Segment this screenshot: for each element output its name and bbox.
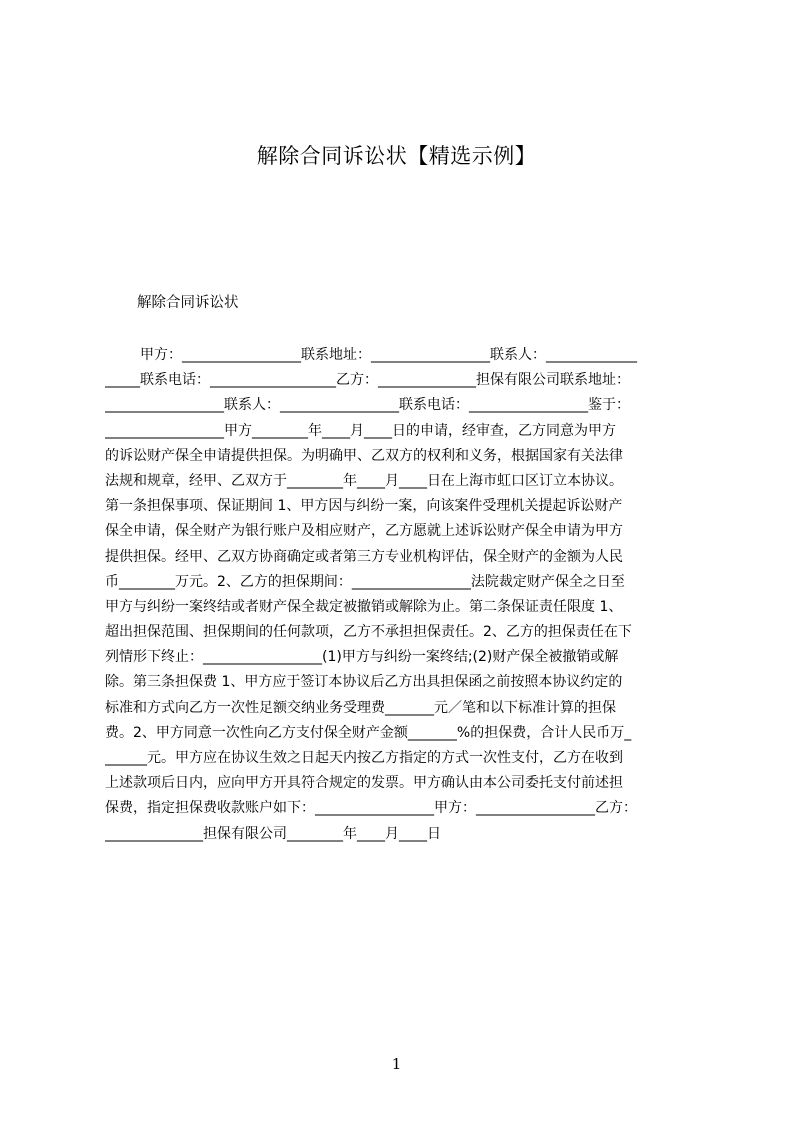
body-line: 除。第三条担保费 1、甲方应于签订本协议后乙方出具担保函之前按照本协议约定的 (105, 674, 623, 691)
body-line: 列情形下终止：_________________(1)甲方与纠纷一案终结;(2)财产保全被撤销或解 (105, 649, 619, 666)
document-body (105, 343, 697, 847)
body-line: 费。2、甲方同意一次性向乙方支付保全财产金额_______%的担保费，合计人民币万_ (105, 724, 632, 741)
body-line: 第一条担保事项、保证期间 1、甲方因与纠纷一案，向该案件受理机关提起诉讼财产 (105, 498, 623, 515)
body-line: 甲方：_________________联系地址：_________________联系人：_____________ (140, 347, 637, 363)
body-line: 超出担保范围、担保期间的任何款项，乙方不承担担保责任。2、乙方的担保责任在下 (105, 624, 632, 641)
body-line: 上述款项后日内，应向甲方开具符合规定的发票。甲方确认由本公司委托支付前述担 (105, 775, 623, 792)
body-line: 币________万元。2、乙方的担保期间：_________________法院裁定财产保全之日至 (105, 573, 625, 590)
body-line: _________________甲方________年____月____日的申请，经审查，乙方同意为甲方 (105, 422, 616, 439)
body-line: _____联系电话：__________________乙方：______________担保有限公司联系地址： (105, 372, 630, 389)
document-title: 解除合同诉讼状【精选示例】 (256, 144, 537, 168)
document-subtitle: 解除合同诉讼状 (137, 295, 239, 311)
body-line: 的诉讼财产保全申请提供担保。为明确甲、乙双方的权利和义务，根据国家有关法律 (105, 447, 623, 464)
body-line: 保费，指定担保费收款账户如下：_________________甲方：_________________乙方： (105, 800, 637, 817)
body-line: ______________担保有限公司________年____月____日 (105, 825, 441, 842)
body-line: _________________联系人：_________________联系电话：_________________鉴于： (105, 397, 630, 414)
page-number: 1 (391, 1055, 402, 1073)
body-line: 提供担保。经甲、乙双方协商确定或者第三方专业机构评估，保全财产的金额为人民 (105, 548, 623, 565)
body-line: 甲方与纠纷一案终结或者财产保全裁定被撤销或解除为止。第二条保证责任限度 1、 (105, 598, 623, 615)
body-line: 标准和方式向乙方一次性足额交纳业务受理费_______元／笔和以下标准计算的担保 (105, 699, 616, 716)
body-line: 法规和规章，经甲、乙双方于________年____月____日在上海市虹口区订立本协议。 (105, 472, 623, 489)
body-line: 保全申请，保全财产为银行账户及相应财产，乙方愿就上述诉讼财产保全申请为甲方 (105, 523, 623, 540)
body-line: ______元。甲方应在协议生效之日起天内按乙方指定的方式一次性支付，乙方在收到 (105, 750, 623, 766)
